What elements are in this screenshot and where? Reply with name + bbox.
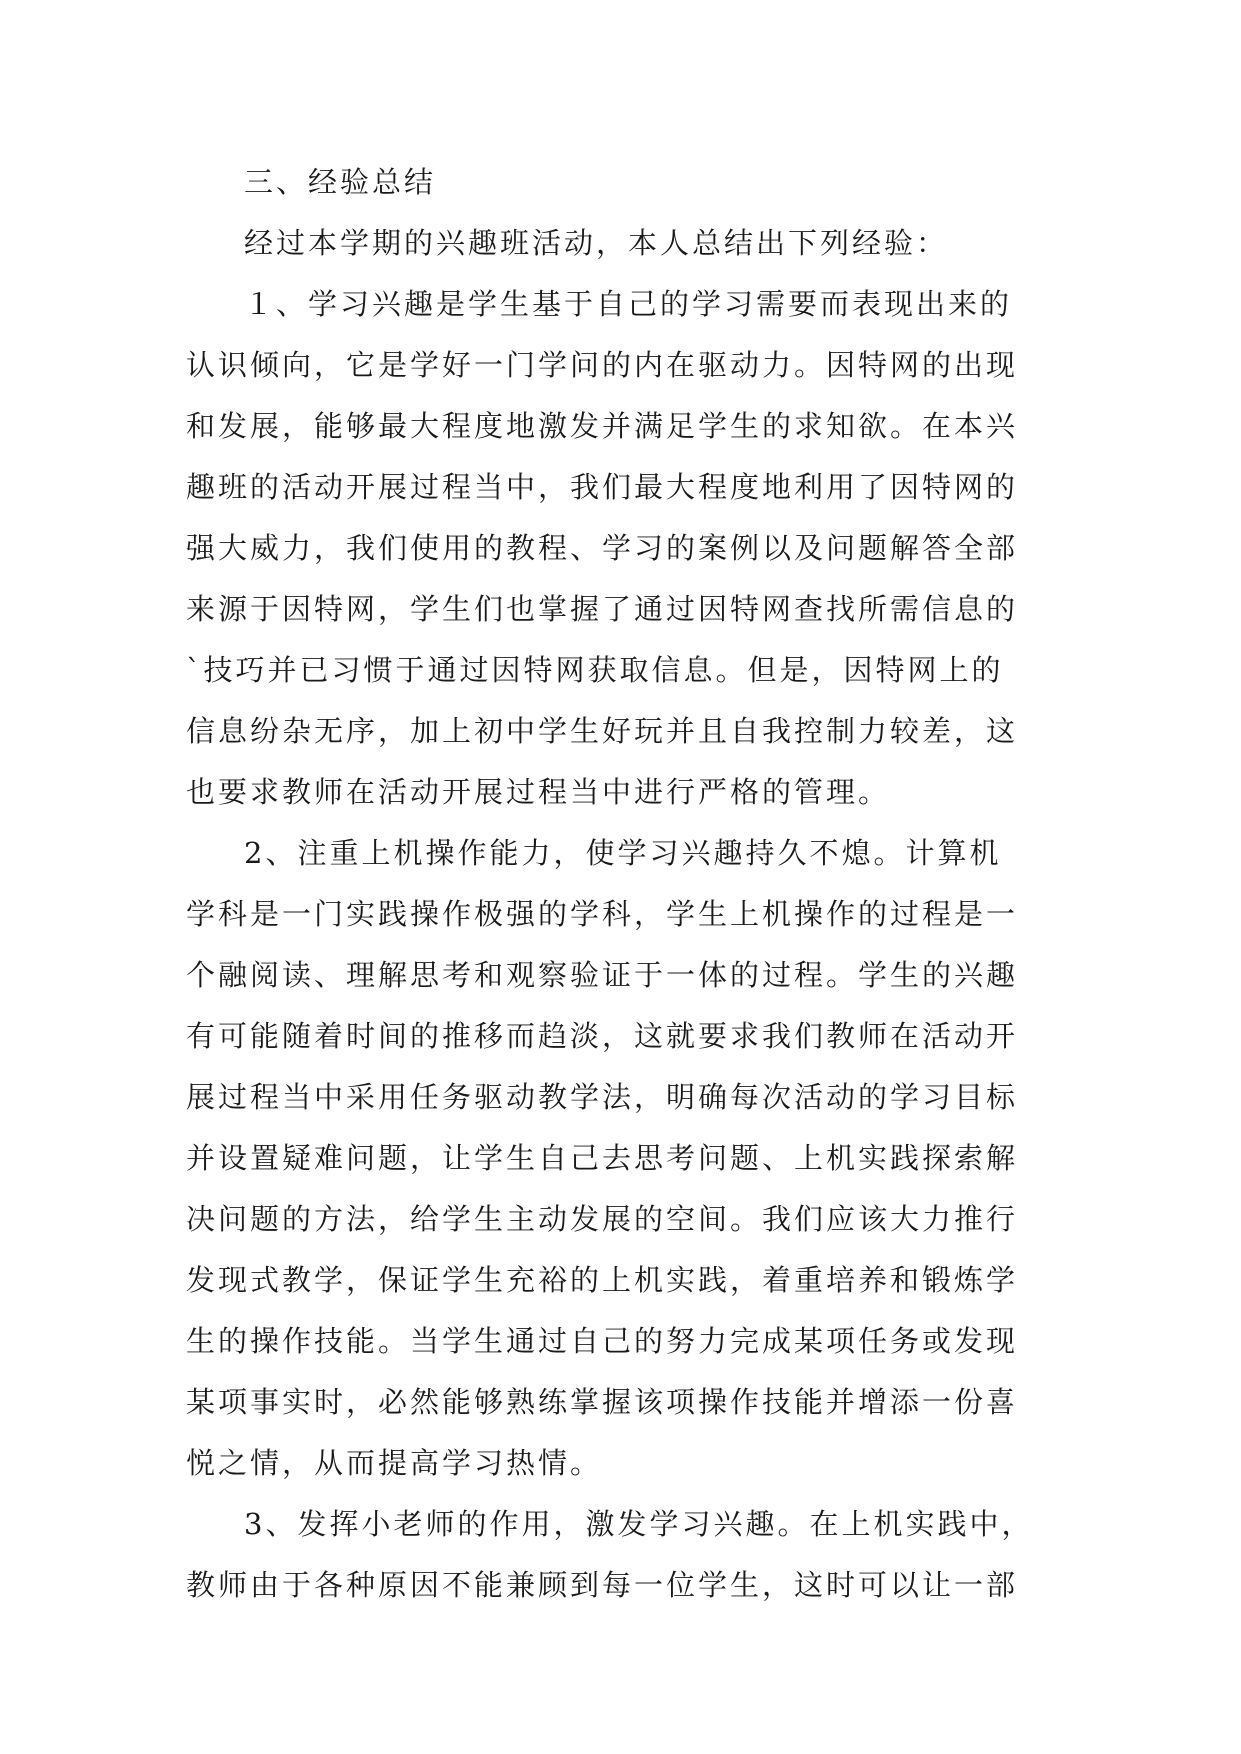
paragraph-line: 教师由于各种原因不能兼顾到每一位学生，这时可以让一部 <box>186 1568 1019 1602</box>
intro-line: 经过本学期的兴趣班活动，本人总结出下列经验： <box>244 226 949 260</box>
paragraph-line: 有可能随着时间的推移而趋淡，这就要求我们教师在活动开 <box>186 1019 1019 1053</box>
paragraph-line: 2、注重上机操作能力，使学习兴趣持久不熄。计算机 <box>244 836 1002 870</box>
paragraph-line: 个融阅读、理解思考和观察验证于一体的过程。学生的兴趣 <box>186 958 1019 992</box>
paragraph-2 <box>186 823 1056 1494</box>
paragraph-line: 和发展，能够最大程度地激发并满足学生的求知欲。在本兴 <box>186 409 1019 443</box>
paragraph-line: 也要求教师在活动开展过程当中进行严格的管理。 <box>186 775 891 809</box>
paragraph-line: 趣班的活动开展过程当中，我们最大程度地利用了因特网的 <box>186 470 1019 504</box>
paragraph-line: 强大威力，我们使用的教程、学习的案例以及问题解答全部 <box>186 531 1019 565</box>
section-heading: 三、经验总结 <box>244 165 437 199</box>
paragraph-line: 决问题的方法，给学生主动发展的空间。我们应该大力推行 <box>186 1202 1019 1236</box>
paragraph-line: 生的操作技能。当学生通过自己的努力完成某项任务或发现 <box>186 1324 1019 1358</box>
paragraph-1 <box>186 274 1056 823</box>
paragraph-line: 悦之情，从而提高学习热情。 <box>186 1446 603 1480</box>
paragraph-line: 并设置疑难问题，让学生自己去思考问题、上机实践探索解 <box>186 1141 1019 1175</box>
paragraph-line: 认识倾向，它是学好一门学问的内在驱动力。因特网的出现 <box>186 348 1019 382</box>
document-body <box>186 152 1056 1616</box>
paragraph-3 <box>186 1494 1056 1616</box>
paragraph-line: 信息纷杂无序，加上初中学生好玩并且自我控制力较差，这 <box>186 714 1019 748</box>
paragraph-line: 学科是一门实践操作极强的学科，学生上机操作的过程是一 <box>186 897 1019 931</box>
paragraph-line: 3、发挥小老师的作用，激发学习兴趣。在上机实践中， <box>244 1507 1034 1541</box>
paragraph-line: `技巧并已习惯于通过因特网获取信息。但是，因特网上的 <box>186 653 1004 687</box>
paragraph-line: 展过程当中采用任务驱动教学法，明确每次活动的学习目标 <box>186 1080 1019 1114</box>
paragraph-line: 发现式教学，保证学生充裕的上机实践，着重培养和锻炼学 <box>186 1263 1019 1297</box>
paragraph-line: 来源于因特网，学生们也掌握了通过因特网查找所需信息的 <box>186 592 1019 626</box>
paragraph-line: １、学习兴趣是学生基于自己的学习需要而表现出来的 <box>244 287 1013 321</box>
paragraph-line: 某项事实时，必然能够熟练掌握该项操作技能并增添一份喜 <box>186 1385 1019 1419</box>
